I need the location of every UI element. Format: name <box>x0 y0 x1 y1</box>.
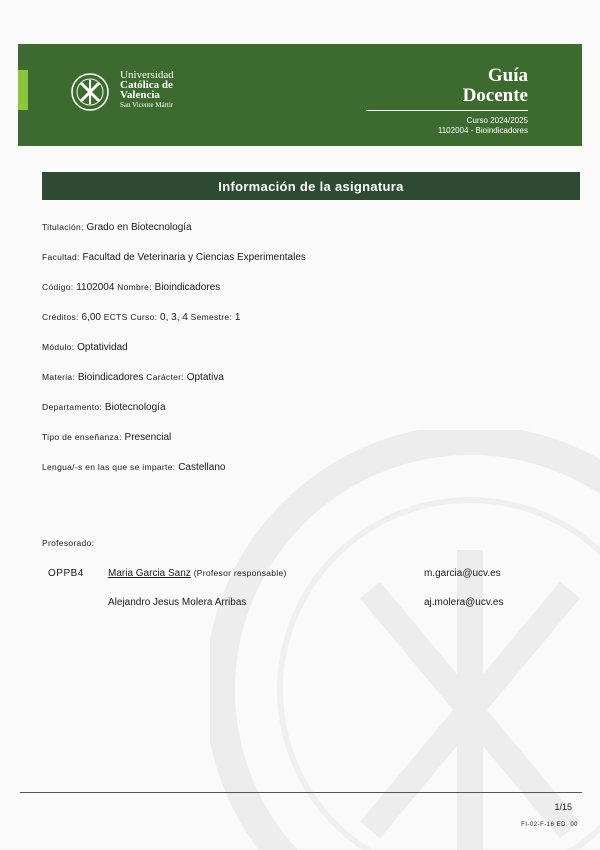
university-line1: Universidad <box>120 69 174 81</box>
field-label: Carácter: <box>146 372 184 382</box>
field-label: Materia: <box>42 372 76 382</box>
field-value: 1102004 <box>76 282 115 293</box>
field-value: 0, 3, 4 <box>160 312 188 323</box>
field-titulacion <box>42 222 192 233</box>
professor-name-link[interactable]: Maria Garcia Sanz <box>108 568 191 579</box>
field-value: Facultad de Veterinaria y Ciencias Experimentales <box>82 252 306 263</box>
field-modulo <box>42 342 128 353</box>
field-label: Facultad: <box>42 252 80 262</box>
course-info <box>438 116 528 136</box>
field-value: Bioindicadores <box>154 282 221 293</box>
field-lengua <box>42 462 225 473</box>
field-value: Bioindicadores <box>77 372 144 383</box>
university-line2: Católica de <box>120 79 173 91</box>
field-label: Lengua/-s en las que se imparte: <box>42 462 176 472</box>
guide-title <box>463 66 528 106</box>
subject-code-name: 1102004 - Bioindicadores <box>437 126 528 135</box>
professor-row <box>108 568 287 579</box>
field-label: Titulación: <box>42 222 84 232</box>
field-value: 6,00 <box>81 312 101 323</box>
university-line3: Valencia <box>120 89 160 101</box>
course-year: Curso 2024/2025 <box>466 116 528 125</box>
field-codigo-nombre <box>42 282 220 293</box>
field-value: Optativa <box>186 372 224 383</box>
field-label: Profesorado: <box>42 538 95 548</box>
guide-title-line2: Docente <box>462 85 528 106</box>
group-code: OPPB4 <box>48 568 84 579</box>
page-number: 1/15 <box>554 802 572 812</box>
field-value: Optatividad <box>77 342 128 353</box>
field-value: Presencial <box>124 432 172 443</box>
footer-divider <box>20 792 582 793</box>
professor-email: aj.molera@ucv.es <box>424 597 504 608</box>
field-label: Tipo de enseñanza: <box>42 432 122 442</box>
field-label: Departamento: <box>42 402 103 412</box>
field-value: Castellano <box>178 462 226 473</box>
field-label: Semestre: <box>190 312 233 322</box>
professor-role: (Profesor responsable) <box>193 568 287 578</box>
field-label: Módulo: <box>42 342 75 352</box>
section-title: Información de la asignatura <box>42 172 580 200</box>
field-label: Créditos: <box>42 312 79 322</box>
field-tipo <box>42 432 171 443</box>
field-value: 1 <box>234 312 241 323</box>
university-line4: San Vicente Mártir <box>120 101 174 109</box>
university-seal-icon <box>70 72 110 112</box>
field-label: Código: <box>42 282 74 292</box>
ects-unit: ECTS <box>103 312 128 322</box>
professor-email: m.garcia@ucv.es <box>424 568 501 579</box>
profesorado-label <box>42 538 94 549</box>
field-materia <box>42 372 224 383</box>
field-value: Biotecnología <box>104 402 166 413</box>
university-name <box>120 70 174 110</box>
form-code: FI-02-F-16 ED. 00 <box>521 822 578 828</box>
guide-title-line1: Guía <box>487 65 528 86</box>
field-facultad <box>42 252 306 263</box>
field-departamento <box>42 402 166 413</box>
field-label: Nombre: <box>117 282 152 292</box>
professor-name: Alejandro Jesus Molera Arribas <box>108 597 247 608</box>
header-divider <box>366 110 528 111</box>
header-accent-bar <box>18 70 28 110</box>
field-label: Curso: <box>130 312 158 322</box>
field-value: Grado en Biotecnología <box>86 222 192 233</box>
field-creditos <box>42 312 240 323</box>
watermark-seal <box>210 430 600 850</box>
professor-row <box>108 597 246 608</box>
